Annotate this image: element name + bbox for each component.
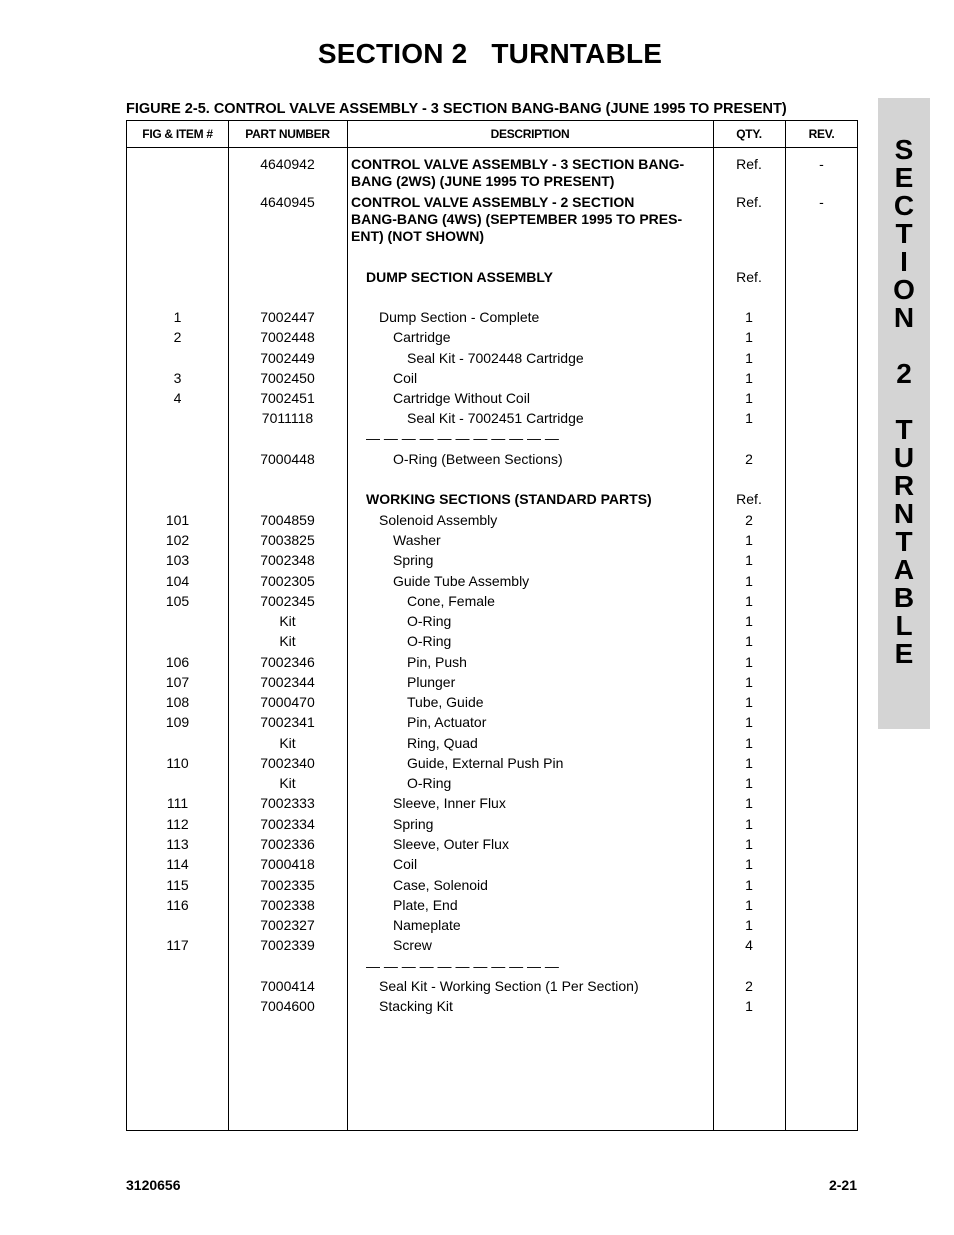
table-row	[127, 532, 857, 550]
part-number: 7002451	[260, 390, 315, 406]
table-row	[127, 451, 857, 469]
table-row	[127, 755, 857, 773]
part-number: 7002338	[260, 897, 315, 913]
side-tab-letter: A	[893, 554, 915, 585]
table-row	[127, 329, 857, 347]
part-description: Seal Kit - 7002448 Cartridge	[407, 350, 584, 366]
part-number: 7002346	[260, 654, 315, 670]
part-description: Tube, Guide	[407, 694, 484, 710]
table-row	[127, 917, 857, 935]
part-number: 7002449	[260, 350, 315, 366]
table-row	[127, 633, 857, 651]
page-number: 2-21	[828, 1177, 857, 1193]
fig-item-number: 2	[173, 329, 182, 345]
part-number: Kit	[279, 613, 296, 629]
part-number: 7004859	[260, 512, 315, 528]
figure-title: FIGURE 2-5. CONTROL VALVE ASSEMBLY - 3 SECTION BANG-BANG (JUNE 1995 TO PRESENT)	[126, 101, 787, 117]
table-row	[127, 937, 857, 955]
fig-item-number: 105	[165, 593, 190, 609]
part-number: 7000470	[260, 694, 315, 710]
fig-item-number: 106	[165, 654, 190, 670]
table-row	[127, 836, 857, 854]
table-row	[127, 194, 857, 244]
quantity: 1	[745, 370, 753, 386]
part-description: Cone, Female	[407, 593, 495, 609]
part-number: 7002336	[260, 836, 315, 852]
part-description: Plate, End	[393, 897, 458, 913]
quantity: Ref.	[736, 156, 762, 172]
side-tab-letter: T	[895, 218, 913, 249]
table-row	[127, 390, 857, 408]
header-part-number: PART NUMBER	[245, 127, 330, 141]
header-description: DESCRIPTION	[490, 127, 570, 141]
part-description: Seal Kit - Working Section (1 Per Section)	[379, 978, 639, 994]
side-tab-letter: O	[893, 274, 915, 305]
part-number: 7000418	[260, 856, 315, 872]
part-description: Dump Section - Complete	[379, 309, 540, 325]
fig-item-number: 3	[173, 370, 182, 386]
side-tab-letter: T	[895, 526, 913, 557]
part-description: CONTROL VALVE ASSEMBLY - 3 SECTION BANG- BANG (2WS) (JUNE 1995 TO PRESENT)	[351, 156, 685, 189]
revision: -	[819, 194, 824, 210]
part-number: 7002450	[260, 370, 315, 386]
table-row	[127, 573, 857, 591]
part-description: Seal Kit - 7002451 Cartridge	[407, 410, 584, 426]
side-tab-letter: N	[893, 498, 915, 529]
quantity: 1	[745, 410, 753, 426]
quantity: 1	[745, 654, 753, 670]
quantity: 1	[745, 836, 753, 852]
fig-item-number: 102	[165, 532, 190, 548]
header-qty: QTY.	[736, 127, 762, 141]
table-row	[127, 674, 857, 692]
part-number: 7002327	[260, 917, 315, 933]
side-tab-letter: E	[894, 162, 914, 193]
part-description: Cartridge	[393, 329, 451, 345]
quantity: 1	[745, 877, 753, 893]
part-description: Case, Solenoid	[393, 877, 488, 893]
section-side-tab	[878, 98, 930, 729]
document-number: 3120656	[126, 1177, 181, 1193]
side-tab-letter: S	[894, 134, 914, 165]
quantity: 1	[745, 613, 753, 629]
fig-item-number: 111	[166, 795, 189, 811]
side-tab-letter: T	[895, 414, 913, 445]
fig-item-number: 4	[173, 390, 182, 406]
section-title: SECTION 2 TURNTABLE	[317, 38, 663, 69]
table-row	[127, 156, 857, 189]
part-number: 7002339	[260, 937, 315, 953]
quantity: 1	[745, 694, 753, 710]
fig-item-number: 112	[166, 816, 189, 832]
fig-item-number: 116	[166, 897, 189, 913]
fig-item-number: 117	[166, 937, 189, 953]
side-tab-letter: R	[893, 470, 915, 501]
quantity: 2	[745, 451, 753, 467]
part-description: Pin, Push	[407, 654, 467, 670]
part-description: — — — — — — — — — — —	[366, 958, 559, 974]
part-description: O-Ring	[407, 633, 452, 649]
table-row	[127, 998, 857, 1016]
part-number: 4640942	[260, 156, 315, 172]
quantity: 1	[745, 633, 753, 649]
table-row	[127, 714, 857, 732]
quantity: 1	[745, 775, 753, 791]
part-number: 7002345	[260, 593, 315, 609]
part-number: 7002305	[260, 573, 315, 589]
table-row	[127, 816, 857, 834]
quantity: 1	[745, 856, 753, 872]
table-row	[127, 613, 857, 631]
quantity: 2	[745, 978, 753, 994]
part-number: 7000414	[260, 978, 315, 994]
part-number: 7002344	[260, 674, 315, 690]
table-row	[127, 552, 857, 570]
table-row	[127, 897, 857, 915]
part-number: Kit	[279, 775, 296, 791]
fig-item-number: 103	[165, 552, 190, 568]
part-number: 7011118	[261, 410, 314, 426]
side-tab-letter: I	[900, 246, 908, 277]
table-row	[127, 410, 857, 428]
header-fig-item: FIG & ITEM #	[142, 127, 213, 141]
part-number: 4640945	[260, 194, 315, 210]
header-rev: REV.	[808, 127, 835, 141]
side-tab-letter: E	[894, 638, 914, 669]
part-description: Sleeve, Outer Flux	[393, 836, 509, 852]
fig-item-number: 107	[165, 674, 190, 690]
part-description: CONTROL VALVE ASSEMBLY - 2 SECTION BANG-BANG (4WS) (SEPTEMBER 1995 TO PRES- ENT) (NOT SHOWN)	[351, 194, 683, 244]
fig-item-number: 114	[166, 856, 189, 872]
table-row	[127, 309, 857, 327]
quantity: Ref.	[736, 194, 762, 210]
table-row	[127, 735, 857, 753]
part-description: O-Ring	[407, 775, 452, 791]
table-row	[127, 491, 857, 509]
part-number: Kit	[279, 735, 296, 751]
quantity: 1	[745, 350, 753, 366]
table-row	[127, 795, 857, 813]
table-row	[127, 856, 857, 874]
part-number: 7002341	[260, 714, 315, 730]
table-row	[127, 370, 857, 388]
part-description: Spring	[393, 816, 434, 832]
quantity: 1	[745, 998, 753, 1014]
part-number: 7002348	[260, 552, 315, 568]
quantity: 1	[745, 532, 753, 548]
part-description: Stacking Kit	[379, 998, 453, 1014]
part-description: — — — — — — — — — — —	[366, 430, 559, 446]
quantity: 1	[745, 816, 753, 832]
part-description: O-Ring	[407, 613, 452, 629]
part-description: Sleeve, Inner Flux	[393, 795, 506, 811]
part-description: Guide, External Push Pin	[407, 755, 564, 771]
quantity: 1	[745, 714, 753, 730]
quantity: 1	[745, 755, 753, 771]
table-row	[127, 775, 857, 793]
part-description: WORKING SECTIONS (STANDARD PARTS)	[366, 491, 652, 507]
part-number: 7002334	[260, 816, 315, 832]
quantity: 4	[745, 937, 753, 953]
fig-item-number: 113	[166, 836, 189, 852]
side-tab-letter: L	[895, 610, 913, 641]
part-description: Coil	[393, 370, 418, 386]
table-row	[127, 694, 857, 712]
side-tab-letter: 2	[896, 358, 912, 389]
table-row	[127, 350, 857, 368]
part-number: 7002448	[260, 329, 315, 345]
part-description: Spring	[393, 552, 434, 568]
quantity: 1	[745, 573, 753, 589]
part-number: 7000448	[260, 451, 315, 467]
part-description: Pin, Actuator	[407, 714, 487, 730]
table-row	[127, 593, 857, 611]
part-description: Solenoid Assembly	[379, 512, 498, 528]
fig-item-number: 108	[165, 694, 190, 710]
quantity: 1	[745, 552, 753, 568]
part-number: 7002340	[260, 755, 315, 771]
quantity: 1	[745, 593, 753, 609]
part-description: Ring, Quad	[407, 735, 478, 751]
side-tab-letter: B	[893, 582, 915, 613]
table-row	[127, 958, 857, 976]
part-number: 7004600	[260, 998, 315, 1014]
quantity: 1	[745, 309, 753, 325]
part-number: 7002447	[260, 309, 315, 325]
parts-table	[126, 120, 858, 1131]
table-row	[127, 978, 857, 996]
fig-item-number: 101	[165, 512, 190, 528]
quantity: 1	[745, 329, 753, 345]
part-description: Guide Tube Assembly	[393, 573, 530, 589]
part-description: Cartridge Without Coil	[393, 390, 530, 406]
side-tab-letter: N	[893, 302, 915, 333]
table-row	[127, 269, 857, 287]
table-row	[127, 430, 857, 448]
quantity: 1	[745, 674, 753, 690]
side-tab-letter: U	[893, 442, 915, 473]
part-description: Washer	[393, 532, 441, 548]
quantity: 1	[745, 917, 753, 933]
quantity: 2	[745, 512, 753, 528]
part-description: Screw	[393, 937, 432, 953]
part-number: Kit	[279, 633, 296, 649]
part-number: 7002335	[260, 877, 315, 893]
quantity: Ref.	[736, 269, 762, 285]
part-number: 7003825	[260, 532, 315, 548]
quantity: 1	[745, 795, 753, 811]
part-number: 7002333	[260, 795, 315, 811]
side-tab-letter: C	[893, 190, 915, 221]
part-description: Nameplate	[393, 917, 461, 933]
revision: -	[819, 156, 824, 172]
part-description: O-Ring (Between Sections)	[393, 451, 563, 467]
part-description: Coil	[393, 856, 418, 872]
table-body	[127, 121, 857, 1130]
quantity: 1	[745, 735, 753, 751]
fig-item-number: 109	[165, 714, 190, 730]
table-row	[127, 654, 857, 672]
quantity: Ref.	[736, 491, 762, 507]
fig-item-number: 1	[173, 309, 182, 325]
part-description: Plunger	[407, 674, 456, 690]
fig-item-number: 104	[165, 573, 190, 589]
quantity: 1	[745, 897, 753, 913]
fig-item-number: 115	[166, 877, 189, 893]
part-description: DUMP SECTION ASSEMBLY	[366, 269, 553, 285]
table-row	[127, 512, 857, 530]
quantity: 1	[745, 390, 753, 406]
fig-item-number: 110	[166, 755, 189, 771]
table-row	[127, 877, 857, 895]
